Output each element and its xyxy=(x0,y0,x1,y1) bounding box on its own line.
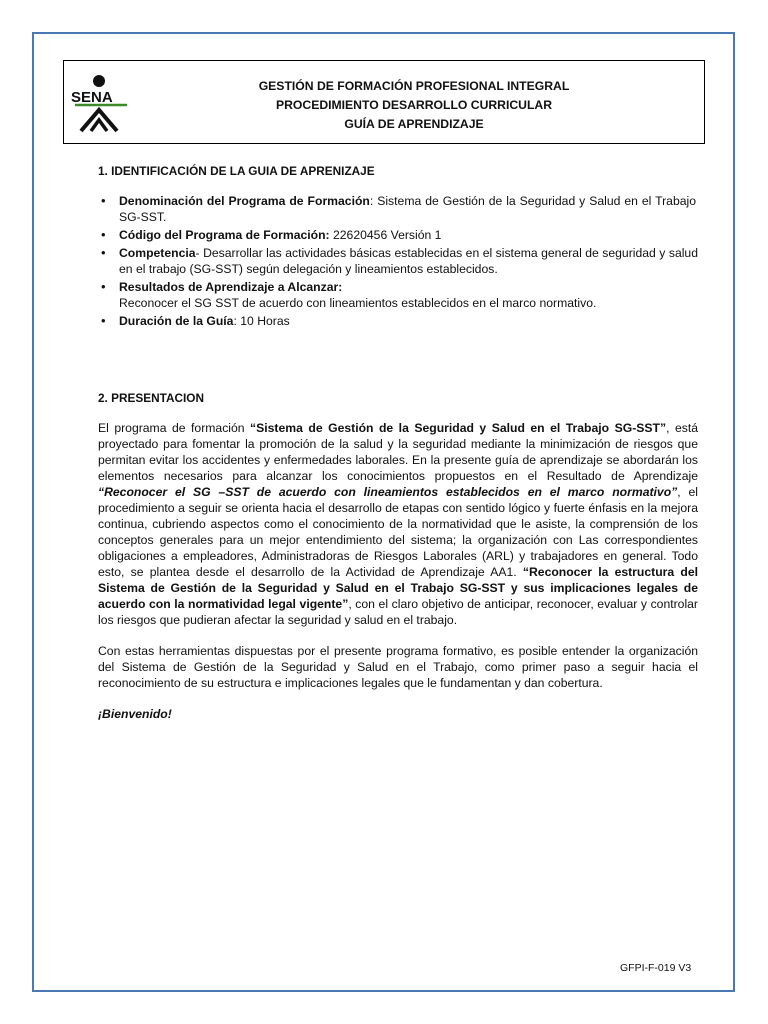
section-identification xyxy=(98,163,698,331)
logo-text: SENA xyxy=(71,89,113,106)
item-text: Sistema de Gestión de la Seguridad y Salud en el Trabajo SG-SST. xyxy=(119,194,696,224)
document-header xyxy=(63,60,705,144)
identification-list xyxy=(98,193,698,329)
list-item: • Duración de la Guía: 10 Horas xyxy=(98,313,698,329)
item-text: 10 Horas xyxy=(240,314,290,328)
section-1-title: 1. IDENTIFICACIÓN DE LA GUIA DE APRENIZAJE xyxy=(98,164,375,178)
section-2-title: 2. PRESENTACION xyxy=(98,391,204,405)
list-item xyxy=(98,279,698,311)
sena-logo-icon xyxy=(69,73,129,135)
item-label: Competencia xyxy=(119,246,196,260)
list-item: • Competencia- Desarrollar las actividades básicas establecidas en el sistema general de seguridad y salud en el trabajo (SG-SST) según delegación y lineamientos establecidos. xyxy=(98,245,698,277)
item-label: Código del Programa de Formación: xyxy=(119,228,330,242)
welcome-text: ¡Bienvenido! xyxy=(98,707,172,721)
header-line-1: GESTIÓN DE FORMACIÓN PROFESIONAL INTEGRAL xyxy=(258,79,570,93)
list-item: • Denominación del Programa de Formación: Sistema de Gestión de la Seguridad y Salud en el Trabajo SG-SST. xyxy=(98,193,698,225)
list-item xyxy=(98,227,698,243)
learning-outcome: “Reconocer el SG –SST de acuerdo con lineamientos establecidos en el marco normativo” xyxy=(98,485,678,499)
item-text: 22620456 Versión 1 xyxy=(333,228,442,242)
presentation-paragraph-2: Con estas herramientas dispuestas por el presente programa formativo, es posible entender la organización del Sistema de Gestión de la Seguridad y Salud en el Trabajo, como primer paso a seguir hacia el reconocimiento de su estructura e implicaciones legales que le fundamentan y dan cobertura. xyxy=(98,644,698,690)
presentation-paragraph-1: El programa de formación “Sistema de Gestión de la Seguridad y Salud en el Trabajo SG-SST”, está proyectado para fomentar la promoción de la salud y la seguridad mediante la minimización de riesgos que permitan evitar los accidentes y enfermedades laborales. En la presente guía de aprendizaje se abordarán los elementos necesarios para alcanzar los conocimientos propuestos en el Resultado de Aprendizaje “Reconocer el SG –SST de acuerdo con lineamientos establecidos en el marco normativo”, el procedimiento a seguir se orienta hacia el desarrollo de etapas con sentido lógico y fuerte énfasis en la mejora continua, cubriendo aspectos como el conocimiento de la normatividad que le asiste, la comprensión de los conceptos generales para un mejor entendimiento del sistema; la organización con Las correspondientes obligaciones a empleadores, Administradoras de Riesgos Laborales (ARL) y trabajadores en general. Todo esto, se plantea desde el desarrollo de la Actividad de Aprendizaje AA1. “Reconocer la estructura del Sistema de Gestión de la Seguridad y Salud en el Trabajo SG-SST y sus implicaciones legales de acuerdo con la normatividad legal vigente”, con el claro objetivo de anticipar, reconocer, evaluar y controlar los riesgos que pudieran afectar la seguridad y salud en el trabajo. xyxy=(98,421,698,627)
header-line-3: GUÍA DE APRENDIZAJE xyxy=(344,117,484,131)
item-label: Duración de la Guía xyxy=(119,314,234,328)
learning-activity: “Reconocer la estructura del Sistema de Gestión de la Seguridad y Salud en el Trabajo SG-SST y sus implicaciones legales de acuerdo con la normatividad legal vigente” xyxy=(98,565,698,611)
program-name: “Sistema de Gestión de la Seguridad y Salud en el Trabajo SG-SST” xyxy=(250,421,667,435)
section-presentation xyxy=(98,390,698,722)
header-line-2: PROCEDIMIENTO DESARROLLO CURRICULAR xyxy=(275,98,553,112)
form-code: GFPI-F-019 V3 xyxy=(620,962,692,974)
item-label: Resultados de Aprendizaje a Alcanzar: xyxy=(119,280,343,294)
item-label: Denominación del Programa de Formación xyxy=(119,194,370,208)
item-text: Desarrollar las actividades básicas establecidas en el sistema general de seguridad y salud en el trabajo (SG-SST) según delegación y lineamientos establecidos. xyxy=(119,246,698,276)
item-text: Reconocer el SG SST de acuerdo con lineamientos establecidos en el marco normativo. xyxy=(119,296,597,310)
